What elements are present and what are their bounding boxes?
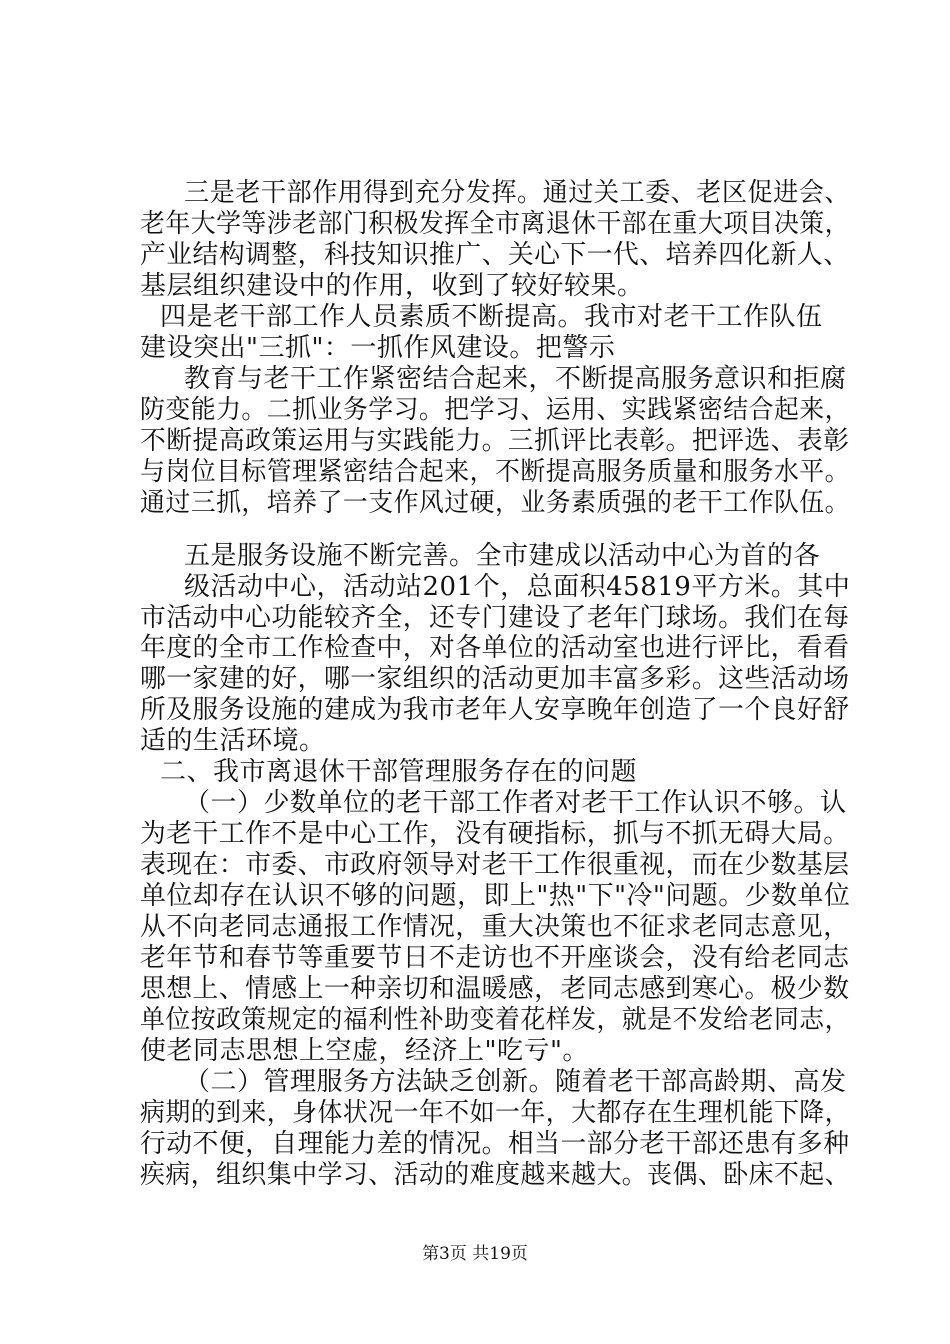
text-line: 三是老干部作用得到充分发挥。通过关工委、老区促进会、 (184, 178, 851, 208)
text-line: 产业结构调整，科技知识推广、关心下一代、培养四化新人、 (140, 240, 850, 270)
text-line: 通过三抓，培养了一支作风过硬，业务素质强的老干工作队伍。 (140, 488, 851, 518)
text-line: 老年节和春节等重要节日不走访也不开座谈会，没有给老同志 (140, 943, 850, 973)
text-line: （一）少数单位的老干部工作者对老干工作认识不够。认 (184, 788, 847, 818)
page-footer: 第3页 共19页 (422, 1244, 528, 1264)
text-line: 单位按政策规定的福利性补助变着花样发，就是不发给老同志， (140, 1005, 851, 1035)
text-line: 单位却存在认识不够的问题，即上"热"下"冷"问题。少数单位 (140, 881, 851, 911)
text-line: 哪一家建的好，哪一家组织的活动更加丰富多彩。这些活动场 (140, 664, 850, 694)
text-line: 使老同志思想上空虚，经济上"吃亏"。 (140, 1036, 589, 1066)
text-line: 行动不便，自理能力差的情况。相当一部分老干部还患有多种 (140, 1129, 850, 1159)
text-line: 建设突出"三抓"：一抓作风建设。把警示 (140, 333, 616, 363)
text-line: 基层组织建设中的作用，收到了较好较果。 (140, 271, 644, 301)
text-line: 级活动中心，活动站201个，总面积45819平方米。其中 (184, 572, 851, 602)
text-line: 不断提高政策运用与实践能力。三抓评比表彰。把评选、表彰 (140, 426, 850, 456)
text-line: 疾病，组织集中学习、活动的难度越来越大。丧偶、卧床不起、 (140, 1160, 851, 1190)
text-line: 教育与老干工作紧密结合起来，不断提高服务意识和拒腐 (184, 364, 847, 394)
section-heading: 二、我市离退休干部管理服务存在的问题 (160, 757, 638, 787)
text-line: 表现在：市委、市政府领导对老干工作很重视，而在少数基层 (140, 850, 850, 880)
text-line: 与岗位目标管理紧密结合起来，不断提高服务质量和服务水平。 (140, 457, 851, 487)
text-line: 年度的全市工作检查中，对各单位的活动室也进行评比，看看 (140, 633, 850, 663)
text-line: 为老干工作不是中心工作，没有硬指标，抓与不抓无碍大局。 (140, 819, 850, 849)
text-line: （二）管理服务方法缺乏创新。随着老干部高龄期、高发 (184, 1067, 847, 1097)
text-line: 所及服务设施的建成为我市老年人安享晚年创造了一个良好舒 (140, 695, 850, 725)
text-line: 适的生活环境。 (140, 726, 326, 756)
text-line: 五是服务设施不断完善。全市建成以活动中心为首的各 (184, 541, 821, 571)
text-line: 四是老干部工作人员素质不断提高。我市对老干工作队伍 (160, 302, 823, 332)
text-line: 病期的到来，身体状况一年不如一年，大都存在生理机能下降， (140, 1098, 851, 1128)
text-line: 思想上、情感上一种亲切和温暖感，老同志感到寒心。极少数 (140, 974, 850, 1004)
text-line: 从不向老同志通报工作情况，重大决策也不征求老同志意见， (140, 912, 850, 942)
text-line: 市活动中心功能较齐全，还专门建设了老年门球场。我们在每 (140, 603, 850, 633)
text-line: 老年大学等涉老部门积极发挥全市离退休干部在重大项目决策， (140, 209, 851, 239)
text-line: 防变能力。二抓业务学习。把学习、运用、实践紧密结合起来， (140, 395, 851, 425)
